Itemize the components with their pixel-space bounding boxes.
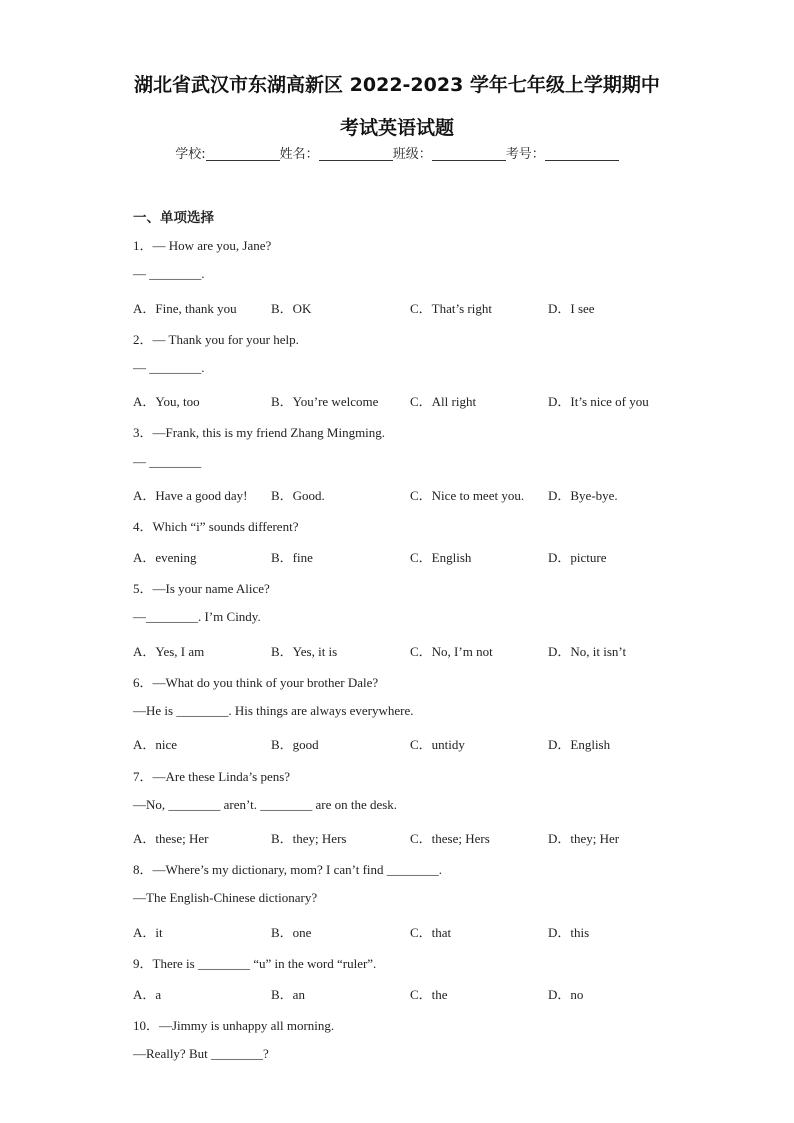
question-7-reply: —No, ________ aren’t. ________ are on the desk. (133, 797, 398, 812)
question-7-option-b: B．they; Hers (271, 831, 347, 846)
question-4-option-b: B．fine (271, 550, 313, 565)
question-3-option-c: C．Nice to meet you. (410, 488, 525, 503)
question-4-option-d: D．picture (548, 550, 607, 565)
question-2-option-b: B．You’re welcome (271, 394, 379, 409)
question-6-option-a: A．nice (133, 737, 178, 752)
question-10-reply: —Really? But ________? (133, 1046, 269, 1061)
question-3-option-a: A．Have a good day! (133, 488, 248, 503)
question-2-reply: — ________. (133, 360, 205, 375)
question-1-option-b: B．OK (271, 301, 312, 316)
number-label: 考号： (505, 147, 545, 162)
question-8-option-d: D．this (548, 925, 590, 940)
question-5-option-a: A．Yes, I am (133, 644, 205, 659)
school-blank (206, 146, 280, 161)
question-6-stem: 6．—What do you think of your brother Dale? (133, 675, 379, 690)
question-8-option-b: B．one (271, 925, 312, 940)
question-5-reply: —________. I’m Cindy. (133, 609, 261, 624)
question-1-option-d: D．I see (548, 301, 595, 316)
question-1-stem: 1．— How are you, Jane? (133, 238, 272, 253)
question-7-option-a: A．these; Her (133, 831, 209, 846)
question-3-reply: — ________ (133, 454, 202, 469)
question-8-reply: —The English-Chinese dictionary? (133, 890, 318, 905)
question-8-stem: 8．—Where’s my dictionary, mom? I can’t find ________. (133, 862, 443, 877)
question-3-option-b: B．Good. (271, 488, 325, 503)
class-label: 班级： (392, 147, 432, 162)
name-label: 姓名： (279, 147, 319, 162)
question-1-option-a: A．Fine, thank you (133, 301, 237, 316)
question-7-stem: 7．—Are these Linda’s pens? (133, 769, 291, 784)
question-1-reply: — ________. (133, 266, 205, 281)
question-3-option-d: D．Bye-bye. (548, 488, 618, 503)
question-9-option-c: C．the (410, 987, 448, 1002)
document-title-line1: 湖北省武汉市东湖高新区 2022-2023 学年七年级上学期期中 (134, 74, 660, 96)
student-info-row (0, 143, 794, 162)
question-2-option-d: D．It’s nice of you (548, 394, 649, 409)
question-9-option-b: B．an (271, 987, 305, 1002)
question-4-option-c: C．English (410, 550, 472, 565)
question-2-stem: 2．— Thank you for your help. (133, 332, 299, 347)
school-label: 学校: (175, 147, 206, 162)
question-6-option-d: D．English (548, 737, 611, 752)
question-6-reply: —He is ________. His things are always everywhere. (133, 703, 414, 718)
document-title-line2: 考试英语试题 (339, 117, 454, 139)
question-1-option-c: C．That’s right (410, 301, 492, 316)
question-9-option-a: A．a (133, 987, 162, 1002)
question-2-option-a: A．You, too (133, 394, 200, 409)
question-9-stem: 9．There is ________ “u” in the word “ruler”. (133, 956, 377, 971)
question-2-option-c: C．All right (410, 394, 477, 409)
question-3-stem: 3．—Frank, this is my friend Zhang Mingming. (133, 425, 386, 440)
question-4-stem: 4．Which “i” sounds different? (133, 519, 299, 534)
question-8-option-c: C．that (410, 925, 452, 940)
question-5-stem: 5．—Is your name Alice? (133, 581, 270, 596)
question-7-option-d: D．they; Her (548, 831, 620, 846)
question-8-option-a: A．it (133, 925, 163, 940)
question-5-option-b: B．Yes, it is (271, 644, 338, 659)
question-6-option-c: C．untidy (410, 737, 465, 752)
question-5-option-c: C．No, I’m not (410, 644, 493, 659)
class-blank (432, 146, 506, 161)
question-9-option-d: D．no (548, 987, 584, 1002)
section-title: 一、单项选择 (133, 210, 214, 226)
question-6-option-b: B．good (271, 737, 319, 752)
question-5-option-d: D．No, it isn’t (548, 644, 627, 659)
question-4-option-a: A．evening (133, 550, 197, 565)
question-10-stem: 10．—Jimmy is unhappy all morning. (133, 1018, 335, 1033)
name-blank (319, 146, 393, 161)
number-blank (545, 146, 619, 161)
question-7-option-c: C．these; Hers (410, 831, 490, 846)
